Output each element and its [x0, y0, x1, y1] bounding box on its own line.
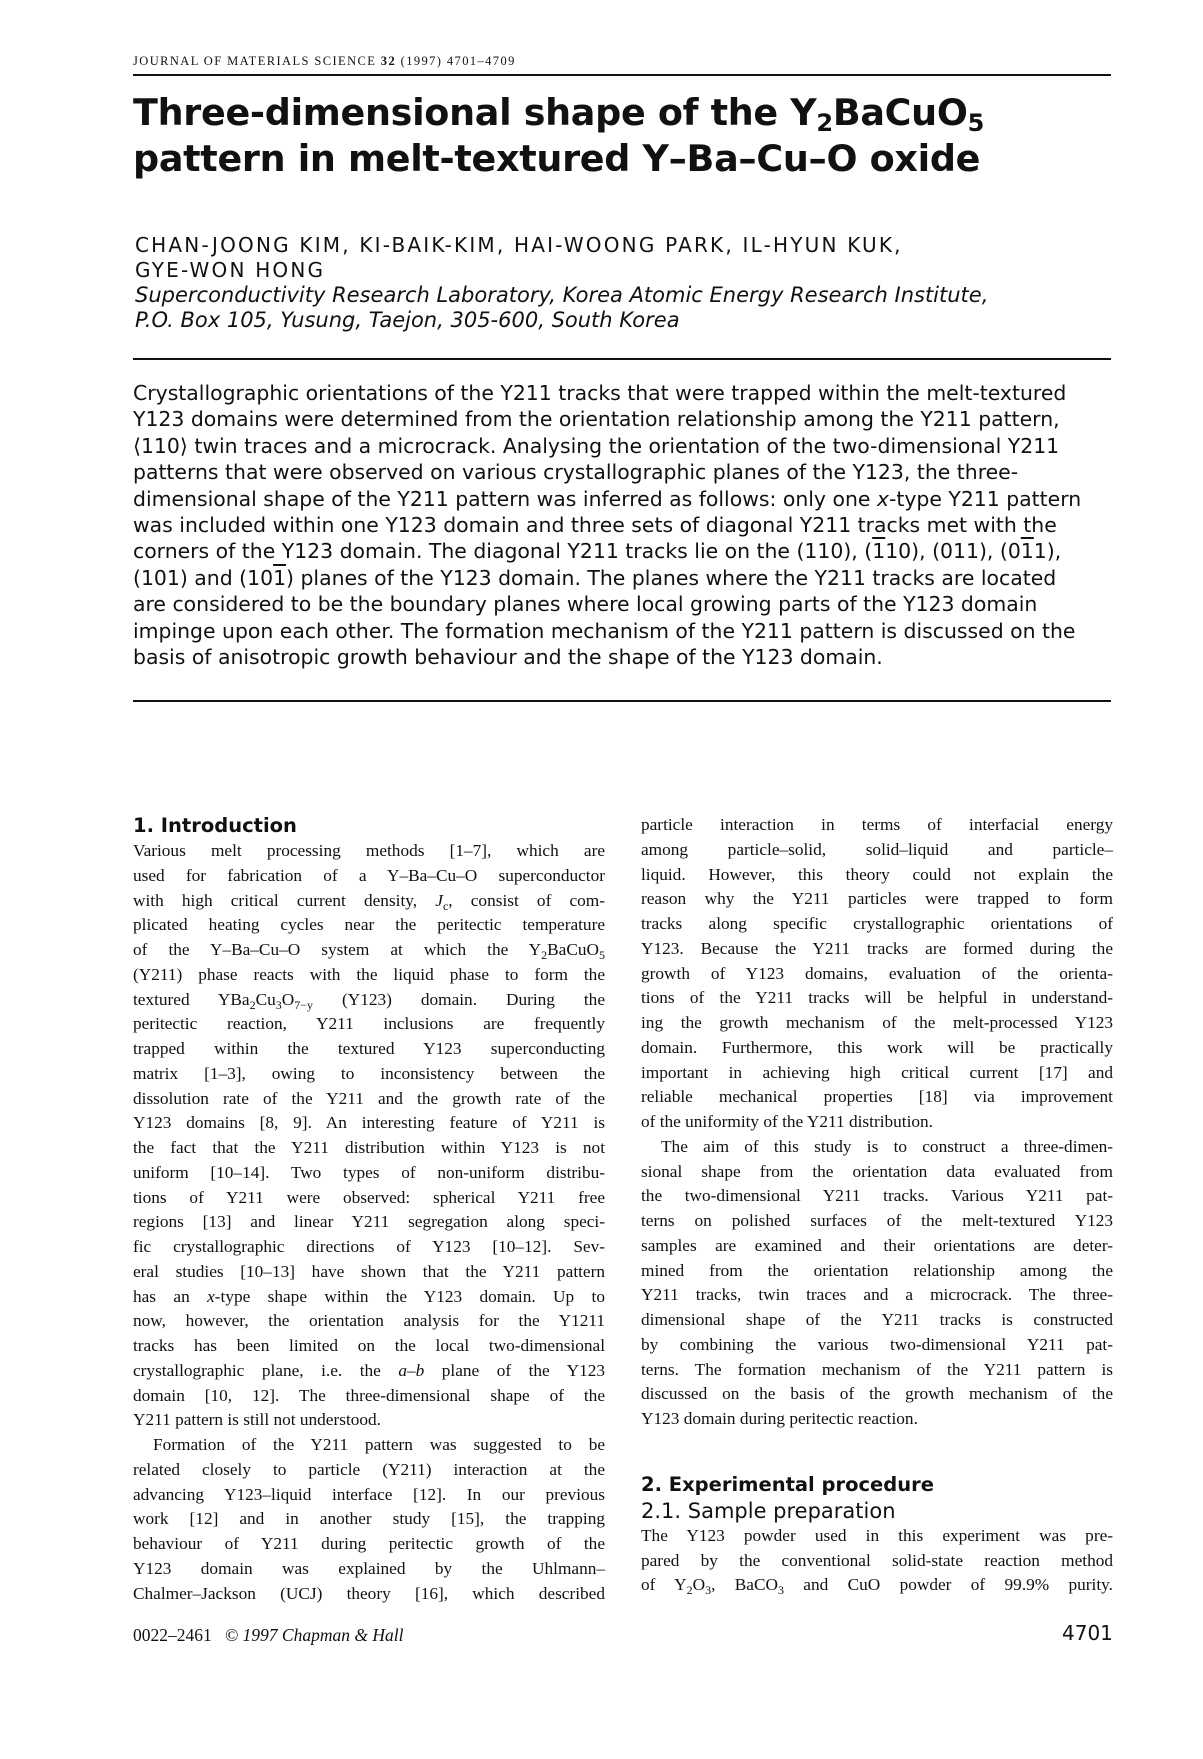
journal-year-pages: (1997) 4701–4709: [400, 54, 516, 68]
journal-name: JOURNAL OF MATERIALS SCIENCE: [133, 54, 377, 68]
footer-issn-copyright: [133, 1625, 403, 1646]
header-rule: [133, 74, 1111, 76]
abstract-top-rule: [133, 358, 1111, 360]
authors-line-2: GYE-WON HONG: [135, 258, 326, 282]
title-line-1: Three-dimensional shape of the $Y_2BaCuO_5$: [133, 91, 984, 137]
footer-issn: 0022–2461: [133, 1625, 212, 1645]
subsection-heading-sample-preparation: 2.1. Sample preparation: [641, 1498, 896, 1523]
section-heading-introduction: 1. Introduction: [133, 814, 297, 837]
journal-header: [133, 54, 516, 69]
authors: [135, 233, 1113, 283]
body-column-right: particle interaction in terms of interfacial energy among particle–solid, solid–liquid and particle– liquid. However, this theory could not explain the reason why the Y211 particles were trapped to form tracks along specific crystallographic orientations of Y123. Because the Y211 tracks are formed during the growth of Y123 domains, evaluation of the orienta- tions of the Y211 tracks will be helpful in understand- ing the growth mechanism of the melt-processed Y123 domain. Furthermore, this work will be practically important in achieving high critical current [17] and reliable mechanical properties [18] via improvement of the uniformity of the Y211 distribution. The aim of this study is to construct a three-dimen- sional shape from the orientation data evaluated from the two-dimensional Y211 tracks. Various Y211 pat- terns on polished surfaces of the melt-textured Y123 samples are examined and their orientations are deter- mined from the orientation relationship among the Y211 tracks, twin traces and a microcrack. The three- dimensional shape of the Y211 tracks is constructed by combining the various two-dimensional Y211 pat- terns. The formation mechanism of the Y211 pattern is discussed on the basis of the growth mechanism of the Y123 domain during peritectic reaction. 2. Experimental procedure 2.1. Sample preparation The Y123 powder used in this experiment was pre- pared by the conventional solid-state reaction method of $Y_2O_3$, BaCO$_3$ and CuO powder of 99.9% purity.: [641, 815, 1113, 1598]
body-column-left: 1. Introduction Various melt processing methods [1–7], which are used for fabrication of a Y–Ba–Cu–O superconductor with high critical current density, $J_c$, consist of com- plicated heating cycles near the peritectic temperature of the Y–Ba–Cu–O system at which the $Y_2BaCuO_5$ (Y211) phase reacts with the liquid phase to form the textured $YBa_2Cu_3O_{7-y}$ (Y123) domain. During the peritectic reaction, Y211 inclusions are frequently trapped within the textured Y123 superconducting matrix [1–3], owing to inconsistency between the dissolution rate of the Y211 and the growth rate of the Y123 domains [8, 9]. An interesting feature of Y211 is the fact that the Y211 distribution within Y123 is not uniform [10–14]. Two types of non-uniform distribu- tions of Y211 were observed: spherical Y211 free regions [13] and linear Y211 segregation along speci- fic crystallographic directions of Y123 [10–12]. Sev- eral studies [10–13] have shown that the Y211 pattern has an x-type shape within the Y123 domain. Up to now, however, the orientation analysis for the Y1211 tracks has been limited on the local two-dimensional crystallographic plane, i.e. the a–b plane of the Y123 domain [10, 12]. The three-dimensional shape of the Y211 pattern is still not understood. Formation of the Y211 pattern was suggested to be related closely to particle (Y211) interaction at the advancing Y123–liquid interface [12]. In our previous work [12] and in another study [15], the trapping behaviour of Y211 during peritectic growth of the Y123 domain was explained by the Uhlmann– Chalmer–Jackson (UCJ) theory [16], which described: [133, 814, 605, 1603]
title-line-2: pattern in melt-textured Y–Ba–Cu–O oxide: [133, 137, 981, 180]
affiliation-line-1: Superconductivity Research Laboratory, Korea Atomic Energy Research Institute,: [135, 283, 989, 307]
affiliation: [135, 283, 1113, 333]
page-number: 4701: [1062, 1621, 1113, 1645]
article-title: [133, 90, 1111, 182]
abstract: Crystallographic orientations of the Y211 tracks that were trapped within the melt-textured Y123 domains were determined from the orientation relationship among the Y211 pattern, ⟨110⟩ twin traces and a microcrack. Analysing the orientation of the two-dimensional Y211 patterns that were observed on various crystallographic planes of the Y123, the three- dimensional shape of the Y211 pattern was inferred as follows: only one x-type Y211 pattern was included within one Y123 domain and three sets of diagonal Y211 tracks met with the corners of the Y123 domain. The diagonal Y211 tracks lie on the (110), (110), (011), (011), (101) and (101) planes of the Y123 domain. The planes where the Y211 tracks are located are considered to be the boundary planes where local growing parts of the Y123 domain impinge upon each other. The formation mechanism of the Y211 pattern is discussed on the basis of anisotropic growth behaviour and the shape of the Y123 domain.: [133, 381, 1082, 670]
section-heading-experimental: 2. Experimental procedure: [641, 1472, 934, 1496]
journal-volume: 32: [380, 54, 397, 68]
footer-copyright: © 1997 Chapman & Hall: [224, 1625, 404, 1645]
affiliation-line-2: P.O. Box 105, Yusung, Taejon, 305-600, South Korea: [135, 308, 680, 332]
abstract-bottom-rule: [133, 700, 1111, 702]
authors-line-1: CHAN-JOONG KIM, KI-BAIK-KIM, HAI-WOONG PARK, IL-HYUN KUK,: [135, 233, 903, 257]
